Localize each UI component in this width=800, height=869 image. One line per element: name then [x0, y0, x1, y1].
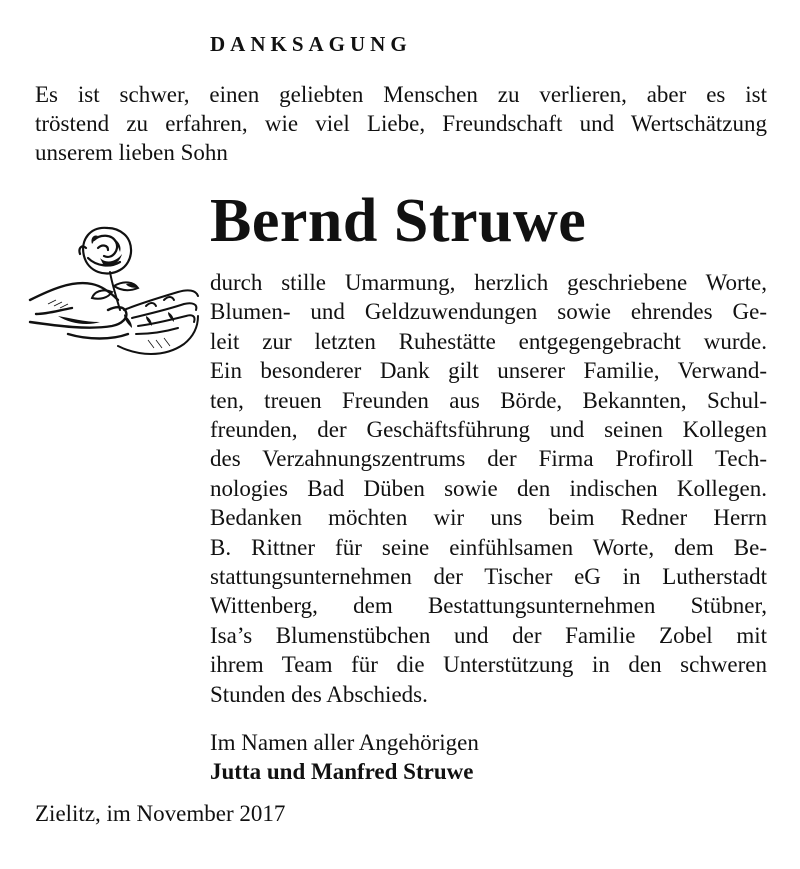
intro-line: unserem lieben Sohn — [35, 140, 228, 165]
intro-paragraph — [35, 80, 767, 167]
body-line: Isa’s Blumenstübchen und der Familie Zobel mit — [210, 622, 767, 648]
body-line: ten, treuen Freunden aus Börde, Bekannten, Schul- — [210, 387, 767, 413]
intro-line: Es ist schwer, einen geliebten Menschen zu verlieren, aber es ist — [35, 82, 767, 107]
body-line: nologies Bad Düben sowie den indischen Kollegen. — [210, 475, 767, 501]
body-line: durch stille Umarmung, herzlich geschriebene Worte, — [210, 270, 767, 295]
body-line: ihrem Team für die Unterstützung in den schweren — [210, 652, 767, 678]
signers: Jutta und Manfred Struwe — [210, 759, 474, 784]
body-line: B. Rittner für seine einfühlsamen Worte, dem Be- — [210, 534, 767, 560]
place-date: Zielitz, im November 2017 — [35, 801, 286, 826]
gratitude-text — [210, 268, 767, 709]
body-line: stattungsunternehmen der Tischer eG in Lutherstadt — [210, 564, 767, 590]
body-line: des Verzahnungszentrums der Firma Profiroll Tech- — [210, 446, 767, 472]
body-line: Ein besonderer Dank gilt unserer Familie, Verwand- — [210, 358, 767, 384]
body-line: Wittenberg, dem Bestattungsunternehmen Stübner, — [210, 593, 767, 619]
notice-heading: DANKSAGUNG — [210, 32, 412, 56]
body-line: freunden, der Geschäftsführung und seinen Kollegen — [210, 417, 767, 443]
body-line: Blumen- und Geldzuwendungen sowie ehrendes Ge- — [210, 299, 767, 325]
intro-line: tröstend zu erfahren, wie viel Liebe, Freundschaft und Wertschätzung — [35, 111, 767, 136]
body-line: Bedanken möchten wir uns beim Redner Herrn — [210, 505, 767, 531]
closing-phrase: Im Namen aller Angehörigen — [210, 730, 479, 755]
body-line: leit zur letzten Ruhestätte entgegengebracht wurde. — [210, 328, 767, 354]
closing-block — [210, 728, 479, 786]
body-line: Stunden des Abschieds. — [210, 681, 428, 707]
rose-in-hands-icon — [28, 218, 202, 363]
deceased-name: Bernd Struwe — [210, 187, 587, 255]
